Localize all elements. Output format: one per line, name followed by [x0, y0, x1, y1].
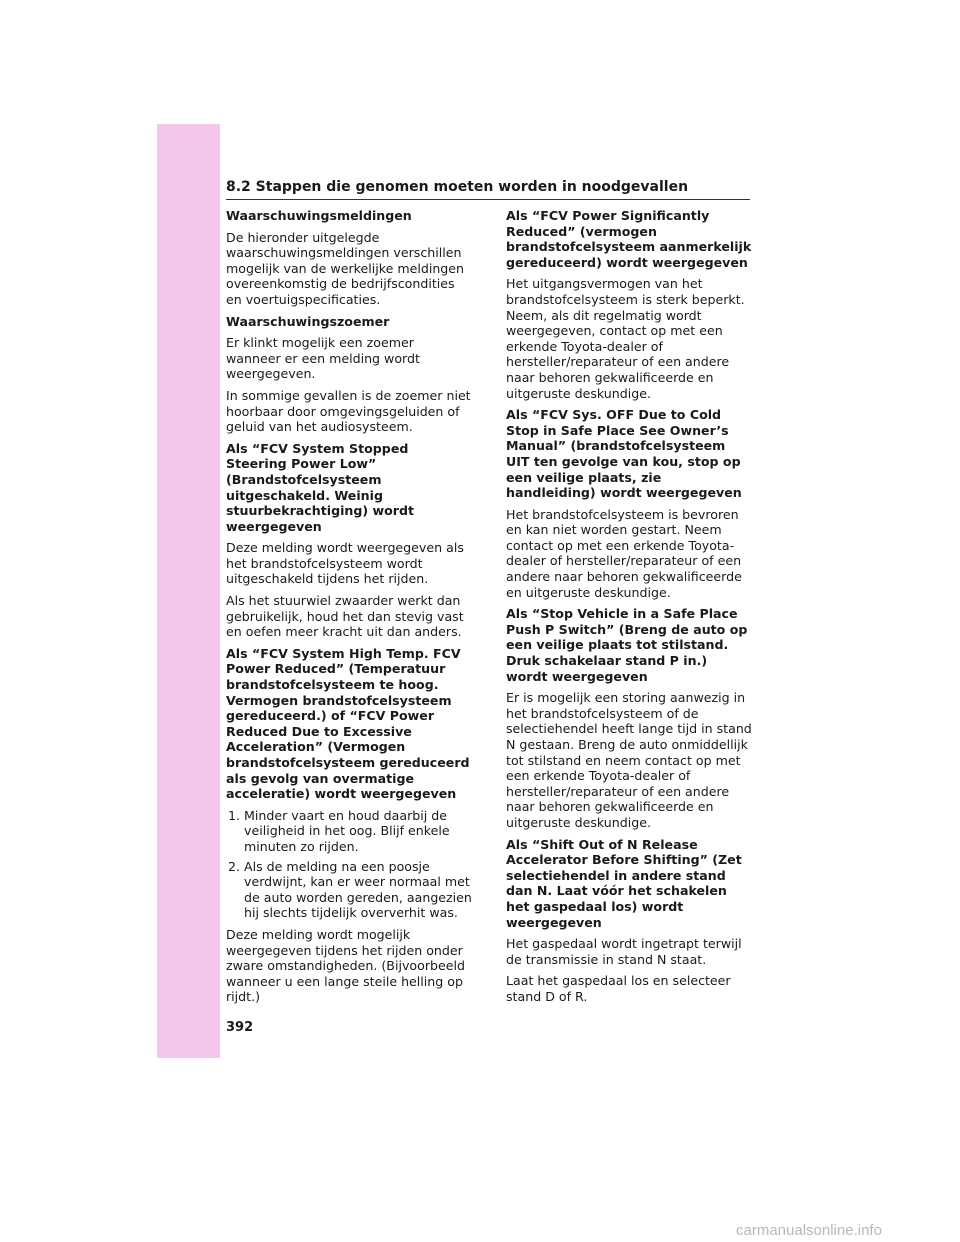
list-text: Minder vaart en houd daarbij de veiligheid in het oog. Blijf enkele minuten zo rijden.	[244, 807, 450, 854]
heading-shift-out: Als “Shift Out of N Release Accelerator Before Shifting” (Zet selectiehendel in andere stand dan N. Laat vóór het schakelen het gaspedaal los) wordt weergegeven	[506, 836, 742, 930]
heading-steering: Als “FCV System Stopped Steering Power Low” (Brandstofcelsysteem uitgeschakeld. Weinig stuurbekrachtiging) wordt weergegeven	[226, 440, 415, 534]
watermark: carmanualsonline.info	[736, 1222, 882, 1239]
paragraph-stop-vehicle: Er is mogelijk een storing aanwezig in het brandstofcelsysteem of de selectiehendel heeft lange tijd in stand N gestaan. Breng de auto onmiddellijk tot stilstand en neem contact op met een erkende Toyota-dealer of hersteller/reparateur of een andere naar behoren gekwalificeerde en uitgeruste deskundige.	[506, 690, 752, 830]
list-number: 1.	[228, 807, 241, 823]
list-number: 2.	[228, 858, 241, 874]
steps-list	[226, 808, 472, 921]
paragraph-cold-stop: Het brandstofcelsysteem is bevroren en kan niet worden gestart. Neem contact op met een erkende Toyota-dealer of hersteller/reparateur of een andere naar behoren gekwalificeerde en uitgeruste deskundige.	[506, 506, 742, 600]
left-column	[226, 208, 472, 1011]
heading-high-temp: Als “FCV System High Temp. FCV Power Reduced” (Temperatuur brandstofcelsysteem te hoog. Vermogen brandstofcelsysteem gereduceerd.) of “FCV Power Reduced Due to Excessive Acceleration” (Vermogen brandstofcelsysteem gereduceerd als gevolg van overmatige acceleratie) wordt weergegeven	[226, 645, 470, 802]
paragraph-steering-1: Deze melding wordt weergegeven als het brandstofcelsysteem wordt uitgeschakeld tijdens het rijden.	[226, 540, 464, 587]
list-text: Als de melding na een poosje verdwijnt, kan er weer normaal met de auto worden gereden, aangezien hij slechts tijdelijk oververhit was.	[244, 858, 472, 921]
side-tab	[157, 124, 220, 1058]
heading-warnings: Waarschuwingsmeldingen	[226, 208, 412, 223]
paragraph-warnings: De hieronder uitgelegde waarschuwingsmeldingen verschillen mogelijk van de werkelijke meldingen overeenkomstig de bedrijfscondities en voertuigspecificaties.	[226, 229, 465, 307]
section-header: 8.2 Stappen die genomen moeten worden in noodgevallen	[226, 178, 750, 200]
right-column	[506, 208, 752, 1011]
paragraph-shift-out-1: Het gaspedaal wordt ingetrapt terwijl de transmissie in stand N staat.	[506, 936, 742, 967]
paragraph-high-temp-after: Deze melding wordt mogelijk weergegeven tijdens het rijden onder zware omstandigheden. (Bijvoorbeeld wanneer u een lange steile helling op rijdt.)	[226, 926, 465, 1005]
paragraph-buzzer-2: In sommige gevallen is de zoemer niet hoorbaar door omgevingsgeluiden of geluid van het audiosysteem.	[226, 387, 471, 435]
heading-buzzer: Waarschuwingszoemer	[226, 313, 390, 329]
list-item	[228, 859, 472, 921]
heading-cold-stop: Als “FCV Sys. OFF Due to Cold Stop in Safe Place See Owner’s Manual” (brandstofcelsysteem UIT ten gevolge van kou, stop op een veilige plaats, zie handleiding) wordt weergegeven	[506, 407, 742, 501]
paragraph-power-reduced: Het uitgangsvermogen van het brandstofcelsysteem is sterk beperkt. Neem, als dit regelmatig wordt weergegeven, contact op met een erkende Toyota-dealer of hersteller/reparateur of een andere naar behoren gekwalificeerde en uitgeruste deskundige.	[506, 276, 745, 401]
paragraph-buzzer-1: Er klinkt mogelijk een zoemer wanneer er een melding wordt weergegeven.	[226, 335, 420, 382]
list-item	[228, 808, 472, 855]
paragraph-steering-2: Als het stuurwiel zwaarder werkt dan gebruikelijk, houd het dan stevig vast en oefen meer kracht uit dan anders.	[226, 593, 464, 640]
paragraph-shift-out-2: Laat het gaspedaal los en selecteer stand D of R.	[506, 973, 731, 1004]
heading-power-reduced: Als “FCV Power Significantly Reduced” (vermogen brandstofcelsysteem aanmerkelijk gereduceerd) wordt weergegeven	[506, 208, 752, 270]
page-number: 392	[226, 1020, 254, 1035]
heading-stop-vehicle: Als “Stop Vehicle in a Safe Place Push P Switch” (Breng de auto op een veilige plaats tot stilstand. Druk schakelaar stand P in.) wordt weergegeven	[506, 606, 748, 684]
